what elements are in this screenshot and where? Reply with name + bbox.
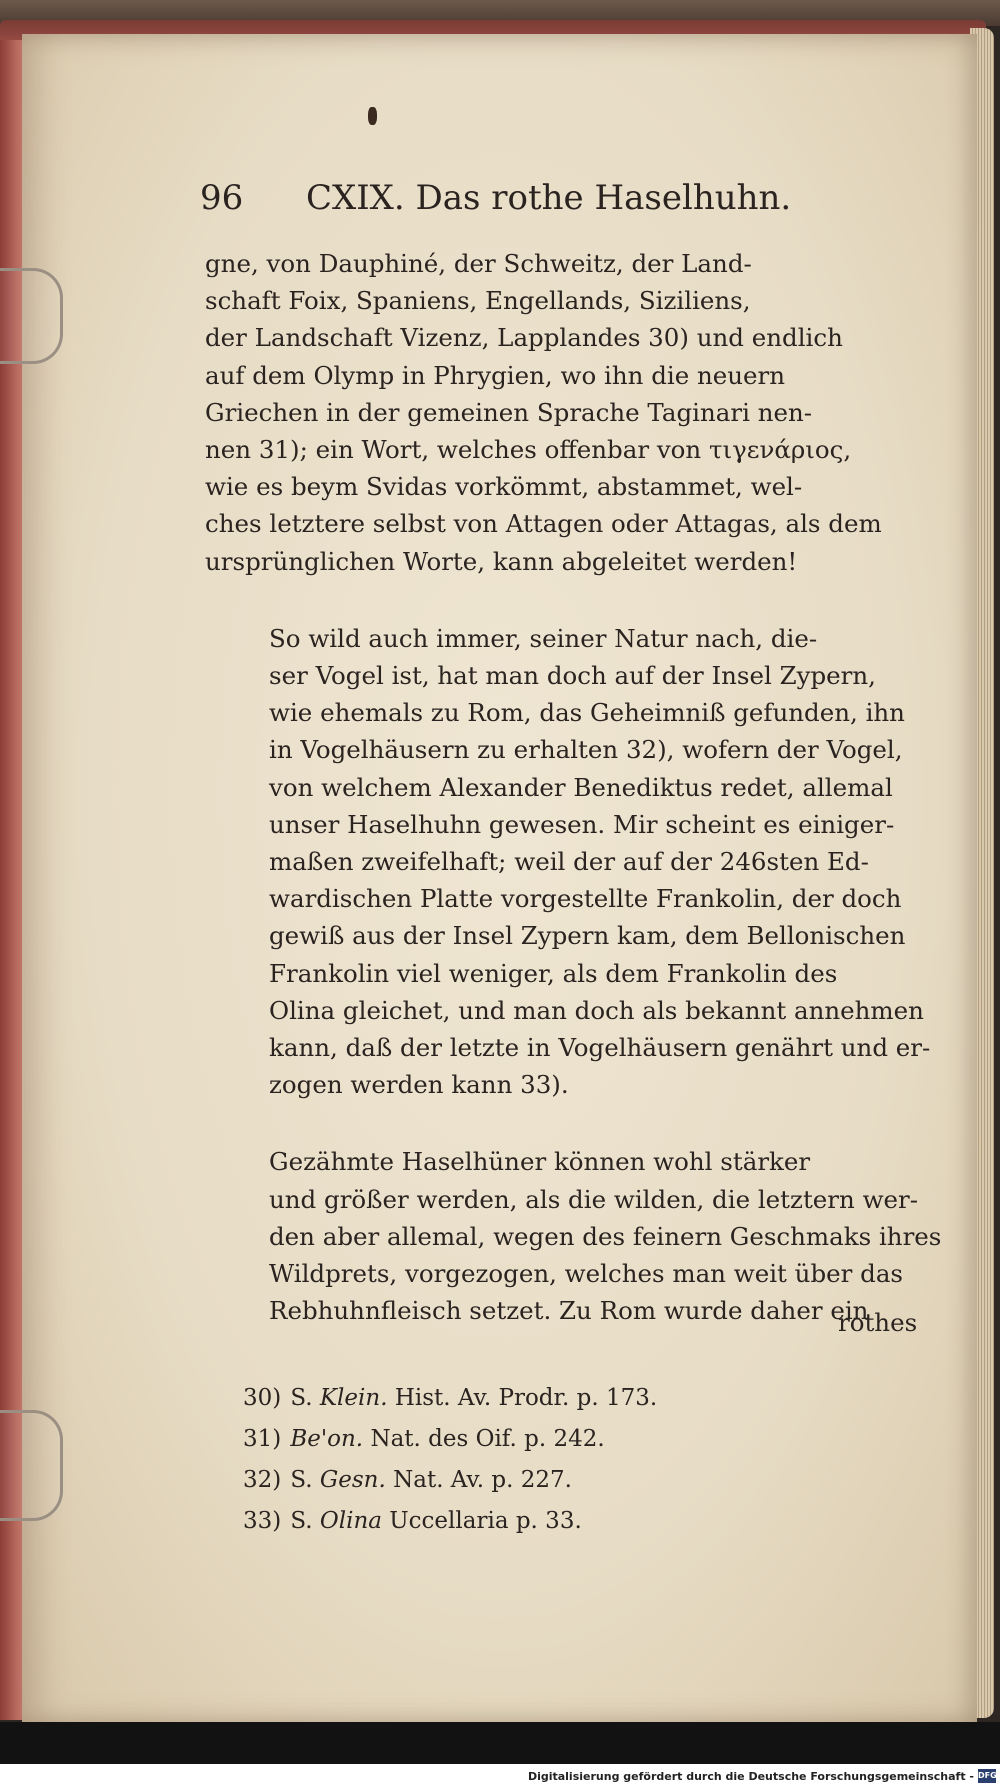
text-line: gne, von Dauphiné, der Schweitz, der Land- bbox=[205, 249, 752, 278]
text-line: maßen zweifelhaft; weil der auf der 246sten Ed- bbox=[269, 847, 869, 877]
text-line: in Vogelhäusern zu erhalten 32), wofern der Vogel, bbox=[269, 735, 903, 765]
text-line: Frankolin viel weniger, als dem Frankolin des bbox=[269, 958, 838, 988]
footnote-author: Be'on. bbox=[290, 1426, 364, 1452]
text-line: den aber allemal, wegen des feinern Geschmaks ihres bbox=[269, 1221, 942, 1251]
page-clip-top bbox=[0, 268, 63, 364]
text-line: ser Vogel ist, hat man doch auf der Insel Zypern, bbox=[269, 661, 876, 691]
footnote-number: 33) bbox=[243, 1508, 282, 1534]
text-line: der Landschaft Vizenz, Lapplandes 30) und endlich bbox=[205, 323, 843, 353]
text-line: schaft Foix, Spaniens, Engellands, Siziliens, bbox=[205, 286, 751, 316]
text-line: So wild auch immer, seiner Natur nach, die- bbox=[269, 623, 818, 653]
dfg-logo: DFG bbox=[978, 1769, 996, 1783]
footnote-number: 31) bbox=[243, 1426, 282, 1452]
page-number: 96 bbox=[200, 178, 244, 218]
footnote-prefix: S. bbox=[290, 1385, 313, 1411]
footnote-author: Olina bbox=[319, 1508, 382, 1534]
text-line: und größer werden, als die wilden, die letztern wer- bbox=[269, 1184, 919, 1214]
text-line: von welchem Alexander Benediktus redet, allemal bbox=[269, 772, 893, 802]
text-line: gewiß aus der Insel Zypern kam, dem Bellonischen bbox=[269, 921, 906, 951]
footnote-number: 30) bbox=[243, 1385, 282, 1411]
paragraph-2 bbox=[205, 620, 931, 1104]
text-line: Gezähmte Haselhüner können wohl stärker bbox=[269, 1147, 811, 1177]
footnote bbox=[243, 1419, 743, 1460]
text-line: ursprünglichen Worte, kann abgeleitet werden! bbox=[205, 546, 798, 576]
footnote-author: Gesn. bbox=[319, 1467, 386, 1493]
footnote bbox=[243, 1460, 743, 1501]
paragraph-1 bbox=[205, 245, 905, 580]
text-line: zogen werden kann 33). bbox=[269, 1070, 569, 1100]
text-line: wie ehemals zu Rom, das Geheimniß gefunden, ihn bbox=[269, 698, 905, 728]
footnote bbox=[243, 1378, 743, 1419]
catchword: rothes bbox=[838, 1308, 918, 1337]
page-clip-bottom bbox=[0, 1410, 63, 1521]
text-line: Wildprets, vorgezogen, welches man weit über das bbox=[269, 1259, 904, 1289]
text-line: nen 31); ein Wort, welches offenbar von τιγενάριος, bbox=[205, 435, 852, 465]
scan-bottom-band bbox=[0, 1722, 1000, 1764]
text-line: wardischen Platte vorgestellte Frankolin, der doch bbox=[269, 884, 902, 914]
footnote bbox=[243, 1501, 743, 1542]
footnotes bbox=[243, 1378, 743, 1542]
footnote-author: Klein. bbox=[319, 1385, 388, 1411]
text-line: unser Haselhuhn gewesen. Mir scheint es einiger- bbox=[269, 809, 895, 839]
running-title: CXIX. Das rothe Haselhuhn. bbox=[306, 178, 792, 218]
text-line: ches letztere selbst von Attagen oder Attagas, als dem bbox=[205, 509, 882, 539]
footnote-text: Uccellaria p. 33. bbox=[389, 1508, 582, 1534]
footnote-text: Hist. Av. Prodr. p. 173. bbox=[394, 1385, 658, 1411]
text-line: Griechen in der gemeinen Sprache Taginari nen- bbox=[205, 397, 813, 427]
page-header bbox=[200, 178, 900, 228]
text-line: Rebhuhnfleisch setzet. Zu Rom wurde daher ein bbox=[269, 1296, 869, 1326]
text-line: Olina gleichet, und man doch als bekannt annehmen bbox=[269, 995, 924, 1025]
footnote-prefix: S. bbox=[290, 1467, 313, 1493]
body-text bbox=[205, 245, 942, 1329]
footer-credit: Digitalisierung gefördert durch die Deutsche Forschungsgemeinschaft - bbox=[527, 1770, 974, 1783]
footnote-text: Nat. des Oif. p. 242. bbox=[370, 1426, 605, 1452]
text-line: wie es beym Svidas vorkömmt, abstammet, wel- bbox=[205, 472, 803, 502]
digitization-footer bbox=[0, 1764, 1000, 1790]
text-line: kann, daß der letzte in Vogelhäusern genährt und er- bbox=[269, 1033, 931, 1063]
footnote-prefix: S. bbox=[290, 1508, 313, 1534]
footnote-number: 32) bbox=[243, 1467, 282, 1493]
footnote-text: Nat. Av. p. 227. bbox=[393, 1467, 572, 1493]
ink-blot bbox=[368, 107, 377, 125]
text-line: auf dem Olymp in Phrygien, wo ihn die neuern bbox=[205, 360, 786, 390]
paragraph-3 bbox=[205, 1143, 942, 1329]
